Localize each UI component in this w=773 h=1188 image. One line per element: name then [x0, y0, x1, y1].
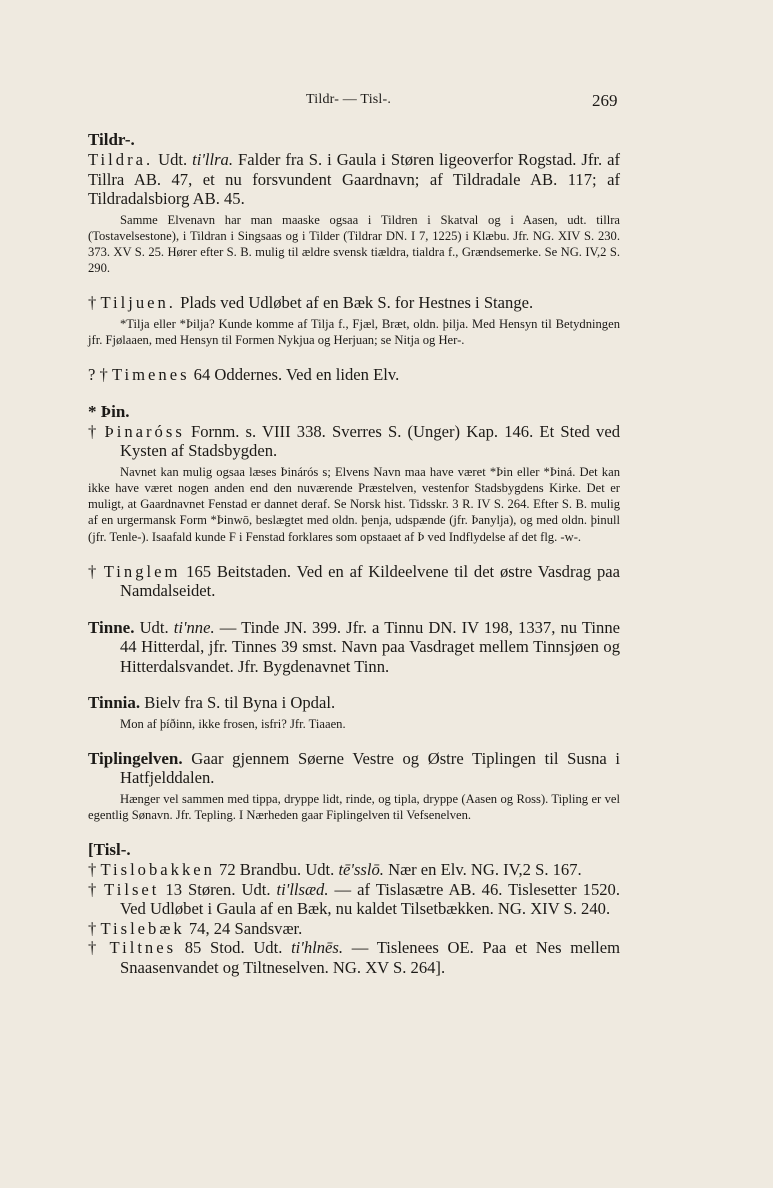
list-item	[88, 860, 620, 880]
pronunciation: ti'llra.	[192, 150, 234, 169]
page-number: 269	[592, 91, 618, 110]
entry-name: Tislobakken	[100, 860, 215, 880]
entry-note: *Tilja eller *Þilja? Kunde komme af Tilja f., Fjæl, Bræt, oldn. þilja. Med Hensyn til Betydningen jfr. Fjølaaen, med Hensyn til Formen Nykjua og Herjuan; se Nitja og Her-.	[88, 316, 620, 348]
entry-main-text	[88, 293, 620, 313]
entry-main-text	[88, 562, 620, 601]
entry-text: 64 Oddernes. Ved en liden Elv.	[189, 365, 400, 385]
entry-note: Samme Elvenavn har man maaske ogsaa i Tildren i Skatval og i Aasen, udt. tillra (Tostavelsestone), i Tildran i Singsaas og i Tilder (Tildrar DN. I 7, 1225) i Klæbu. Jfr. NG. XIV S. 230. 373. XV S. 25. Hører efter S. B. mulig til ældre svensk tiældra, tialdra f., Grændsemerke. Se NG. IV,2 S. 290.	[88, 212, 620, 276]
dagger-mark: †	[88, 860, 101, 880]
mark: ? †	[88, 365, 112, 385]
entry-text: — Tinde JN. 399. Jfr. a Tinnu DN. IV 198, 1337, nu Tinne 44 Hitterdal, jfr. Tinnes 39 smst. Navn paa Vasdraget mellem Tinnsjøen og Hitterdalsvandet. Jfr. Bygdenavnet Tinn.	[120, 617, 620, 676]
entry-timenes	[88, 365, 620, 385]
entry-text: 165 Beitstaden. Ved en af Kildeelvene til det østre Vasdrag paa Namdalseidet.	[120, 561, 620, 601]
dagger-mark: †	[88, 421, 105, 441]
dagger-mark: †	[88, 561, 104, 581]
entry-name: Tiltnes	[109, 938, 177, 958]
entry-name: Tislebæk	[100, 918, 185, 938]
running-header	[0, 92, 773, 112]
pronunciation: ti'nne.	[173, 617, 215, 637]
dagger-mark: †	[88, 938, 110, 958]
entry-tisl	[88, 840, 620, 977]
entry-text: 13 Støren. Udt.	[159, 879, 277, 899]
entry-name: Tildra.	[88, 150, 154, 169]
entry-text: Gaar gjennem Søerne Vestre og Østre Tiplingen til Susna i Hatfjelddalen.	[120, 748, 620, 788]
entry-main-text	[88, 618, 620, 677]
entry-note: Navnet kan mulig ogsaa læses Þinárós s; Elvens Navn maa have været *Þin eller *Þiná. Det kan ikke have været nogen anden end den nuværende Præstelven, vestenfor Stadsbygdens Kirke. Det er muligt, at Gaardnavnet Fenstad er dannet deraf. Se Norsk hist. Tidsskr. 3 R. IV S. 264. Efter S. B. mulig af en urgermansk Form *Þinwō, beslægtet med oldn. þenja, udspænde (jfr. Þanylja), og med oldn. þinull (jfr. Tenle-). Isaafald kunde F i Fenstad forklares som opstaaet af Þ ved Indflydelse af det flg. -w-.	[88, 464, 620, 544]
pronunciation: ti'llsæd.	[276, 879, 329, 899]
entry-tiljuen	[88, 293, 620, 348]
entry-heading: Tinne.	[88, 617, 135, 637]
pronunciation: ti'hlnēs.	[291, 938, 344, 958]
entry-note: Hænger vel sammen med tippa, dryppe lidt, rinde, og tipla, dryppe (Aasen og Ross). Tipling er vel egentlig Sønavn. Jfr. Tepling. I Nærheden gaar Fiplingelven til Vefsenelven.	[88, 791, 620, 823]
entry-text: Udt.	[134, 617, 174, 637]
entry-text: 74, 24 Sandsvær.	[184, 918, 303, 938]
list-item	[88, 919, 620, 939]
entry-text: Nær en Elv. NG. IV,2 S. 167.	[383, 860, 582, 880]
dagger-mark: †	[88, 918, 101, 938]
entry-text: Udt.	[153, 150, 193, 169]
pronunciation: tē'sslō.	[338, 860, 384, 880]
entry-main-text	[88, 422, 620, 461]
entry-main-text	[88, 693, 620, 713]
entry-heading: Tildr-.	[88, 130, 135, 149]
entry-heading: Tiplingelven.	[88, 748, 183, 768]
entry-name: Tiljuen.	[100, 293, 176, 313]
entry-text: Plads ved Udløbet af en Bæk S. for Hestnes i Stange.	[175, 293, 534, 313]
entry-heading: * Þin.	[88, 401, 130, 421]
entry-heading: [Tisl-.	[88, 840, 131, 860]
entry-text: — af Tislasætre AB. 46. Tislesetter 1520. Ved Udløbet i Gaula af en Bæk, nu kaldet Tilsetbækken. NG. XIV S. 240.	[120, 879, 620, 919]
entry-tildr	[88, 130, 620, 276]
dictionary-content	[88, 130, 620, 977]
entry-text: 85 Stod. Udt.	[176, 938, 292, 958]
entry-main-text	[88, 150, 620, 209]
list-item	[88, 880, 620, 919]
entry-text: Falder fra S. i Gaula i Støren ligeoverfor Rogstad. Jfr. af Tillra AB. 47, et nu forsvundent Gaardnavn; af Tildradale AB. 117; af Tildradalsbiorg AB. 45.	[88, 150, 620, 208]
entry-text: Fornm. s. VIII 338. Sverres S. (Unger) Kap. 146. Et Sted ved Kysten af Stadsbygden.	[120, 421, 621, 461]
dagger-mark: †	[88, 293, 101, 313]
entry-name: Þinaróss	[104, 421, 185, 441]
entry-text: Bielv fra S. til Byna i Opdal.	[140, 693, 336, 713]
dagger-mark: †	[88, 879, 105, 899]
list-item	[88, 938, 620, 977]
entry-name: Tilset	[104, 879, 160, 899]
entry-name: Timenes	[111, 365, 190, 385]
entry-name: Tinglem	[103, 561, 181, 581]
entry-tiplingelven	[88, 749, 620, 823]
entry-heading: Tinnia.	[88, 693, 141, 713]
entry-thin	[88, 402, 620, 545]
entry-text: — Tislenees OE. Paa et Nes mellem Snaasenvandet og Tiltneselven. NG. XV S. 264].	[120, 938, 621, 977]
entry-text: 72 Brandbu. Udt.	[214, 860, 339, 880]
running-title: Tildr- — Tisl-.	[306, 92, 392, 107]
entry-tinne	[88, 618, 620, 677]
entry-tinnia	[88, 693, 620, 732]
entry-tinglem	[88, 562, 620, 601]
entry-main-text	[88, 365, 620, 385]
entry-note: Mon af þíðinn, ikke frosen, isfri? Jfr. Tiaaen.	[120, 716, 346, 731]
entry-main-text	[88, 749, 620, 788]
